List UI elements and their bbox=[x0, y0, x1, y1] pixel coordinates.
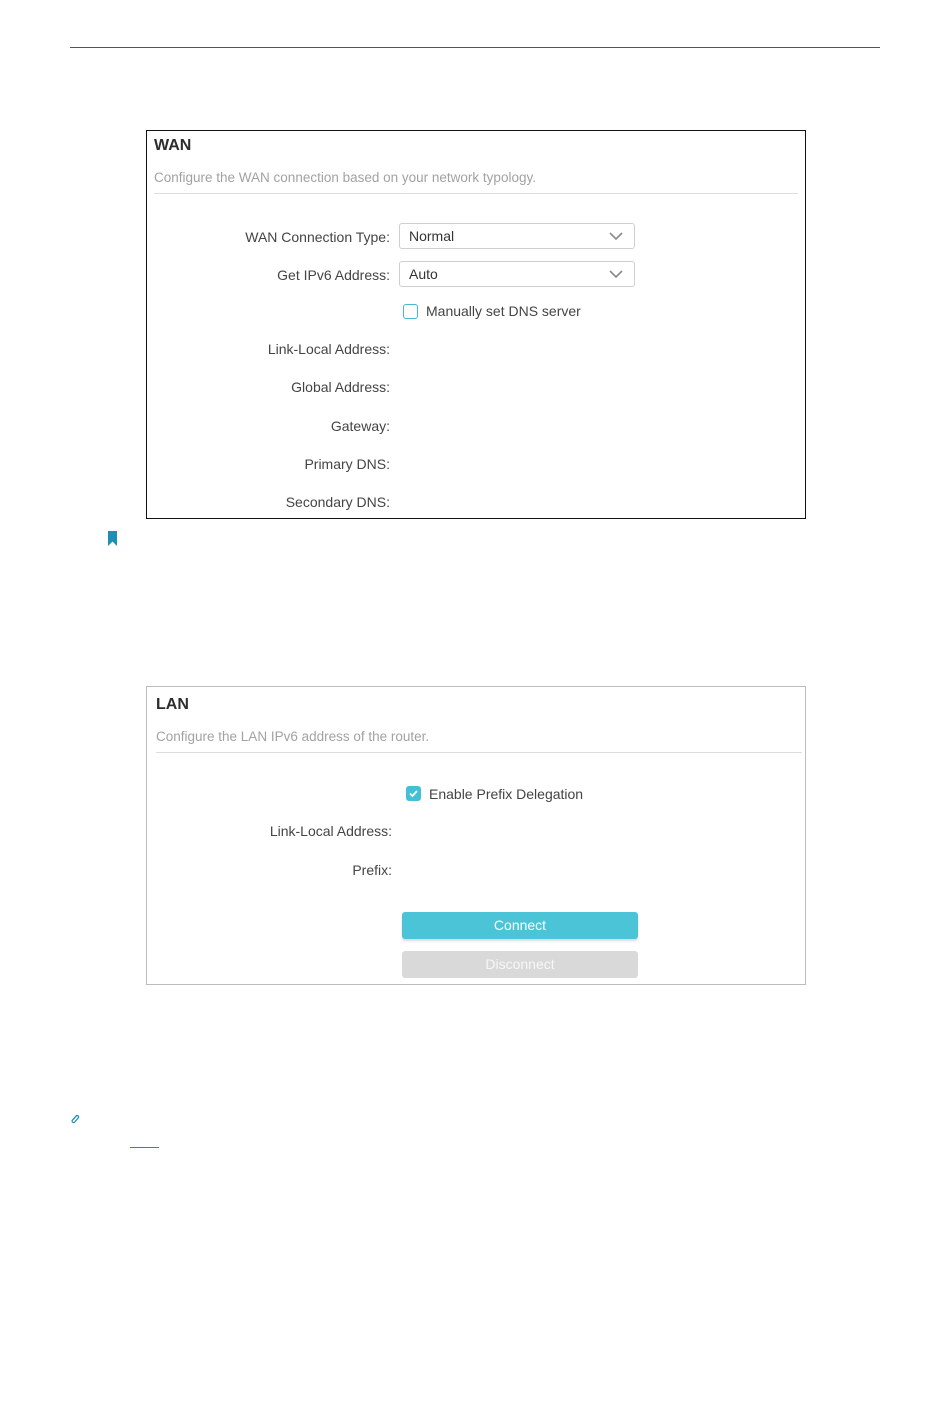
connect-button[interactable]: Connect bbox=[402, 912, 638, 939]
chevron-down-icon bbox=[608, 229, 624, 243]
paperclip-icon bbox=[70, 1113, 80, 1125]
manual-dns-checkbox[interactable] bbox=[403, 304, 418, 319]
primary-dns-label: Primary DNS: bbox=[304, 456, 390, 472]
wan-connection-type-label: WAN Connection Type: bbox=[245, 229, 390, 245]
chevron-down-icon bbox=[608, 267, 624, 281]
ipv6-address-select[interactable] bbox=[399, 261, 635, 287]
global-address-label: Global Address: bbox=[291, 379, 390, 395]
lan-panel bbox=[146, 686, 806, 985]
checkmark-icon bbox=[408, 788, 419, 799]
lan-title: LAN bbox=[156, 696, 189, 713]
prefix-delegation-label[interactable]: Enable Prefix Delegation bbox=[429, 786, 584, 802]
wan-subtitle: Configure the WAN connection based on your network typology. bbox=[154, 170, 536, 185]
secondary-dns-label: Secondary DNS: bbox=[285, 494, 390, 510]
lan-divider bbox=[156, 752, 802, 753]
ipv6-address-value: Auto bbox=[409, 266, 438, 282]
wan-connection-type-value: Normal bbox=[409, 228, 455, 244]
ipv6-address-label: Get IPv6 Address: bbox=[277, 267, 390, 283]
lan-subtitle: Configure the LAN IPv6 address of the router. bbox=[156, 729, 430, 744]
bookmark-icon bbox=[108, 531, 117, 546]
lan-link-local-label: Link-Local Address: bbox=[269, 823, 392, 839]
disconnect-button[interactable]: Disconnect bbox=[402, 951, 638, 978]
manual-dns-label[interactable]: Manually set DNS server bbox=[426, 303, 581, 319]
prefix-label: Prefix: bbox=[352, 862, 392, 878]
wan-divider bbox=[154, 193, 798, 194]
wan-link-local-label: Link-Local Address: bbox=[267, 341, 390, 357]
link-underline bbox=[130, 1147, 159, 1148]
wan-title: WAN bbox=[154, 137, 192, 154]
gateway-label: Gateway: bbox=[330, 418, 390, 434]
page-header-rule bbox=[70, 47, 880, 48]
prefix-delegation-checkbox[interactable] bbox=[406, 786, 421, 801]
wan-panel bbox=[146, 130, 806, 519]
wan-connection-type-select[interactable] bbox=[399, 223, 635, 249]
